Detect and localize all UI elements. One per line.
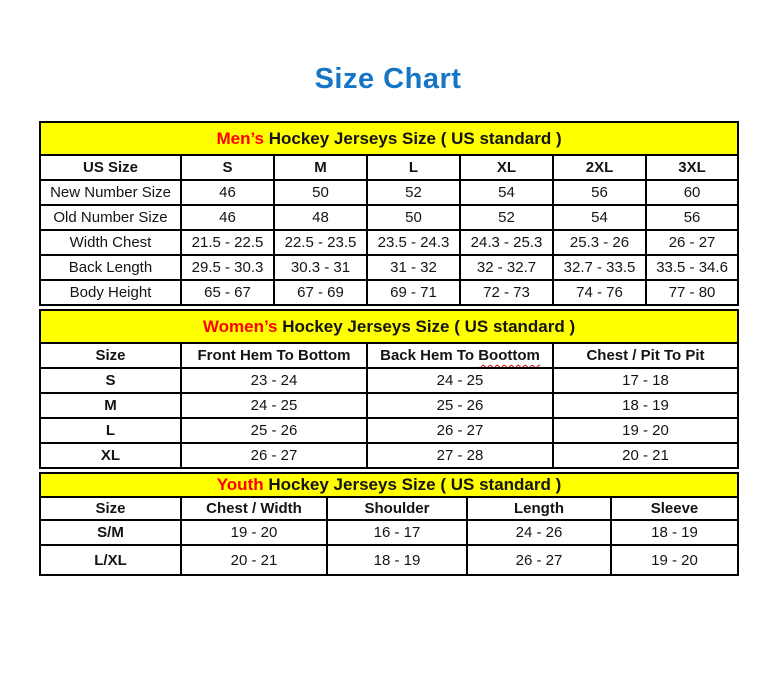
table-cell: 77 - 80 xyxy=(646,280,738,305)
youth-caption-highlight: Youth xyxy=(216,475,264,494)
womens-caption-row xyxy=(40,310,738,343)
mens-row-label: Back Length xyxy=(40,255,181,280)
table-cell: 60 xyxy=(646,180,738,205)
table-cell: 21.5 - 22.5 xyxy=(181,230,274,255)
table-cell: 24 - 26 xyxy=(467,520,611,545)
youth-column-header: Length xyxy=(467,497,611,520)
table-cell: 52 xyxy=(367,180,460,205)
mens-caption-text: Hockey Jerseys Size ( US standard ) xyxy=(264,128,562,148)
table-cell: 25.3 - 26 xyxy=(553,230,646,255)
table-cell: 18 - 19 xyxy=(553,393,738,418)
womens-caption-text: Hockey Jerseys Size ( US standard ) xyxy=(277,316,576,336)
mens-caption-row xyxy=(40,122,738,155)
table-cell: 32.7 - 33.5 xyxy=(553,255,646,280)
youth-caption-row xyxy=(40,473,738,497)
youth-column-header: Size xyxy=(40,497,181,520)
table-cell: 17 - 18 xyxy=(553,368,738,393)
table-cell: 65 - 67 xyxy=(181,280,274,305)
youth-header-row xyxy=(40,497,738,520)
page-title: Size Chart xyxy=(314,63,462,95)
table-cell: 24 - 25 xyxy=(181,393,367,418)
table-cell: 29.5 - 30.3 xyxy=(181,255,274,280)
table-cell: 18 - 19 xyxy=(611,520,738,545)
womens-section-header xyxy=(40,310,738,343)
womens-row-label: M xyxy=(40,393,181,418)
mens-column-header: M xyxy=(274,155,367,180)
youth-column-header: Chest / Width xyxy=(181,497,327,520)
table-cell: 26 - 27 xyxy=(646,230,738,255)
table-cell: 20 - 21 xyxy=(553,443,738,468)
table-cell: 26 - 27 xyxy=(181,443,367,468)
table-cell: 46 xyxy=(181,205,274,230)
table-cell: 27 - 28 xyxy=(367,443,553,468)
mens-row-label: New Number Size xyxy=(40,180,181,205)
table-cell: 46 xyxy=(181,180,274,205)
table-cell: 25 - 26 xyxy=(181,418,367,443)
table-cell: 22.5 - 23.5 xyxy=(274,230,367,255)
table-row xyxy=(40,255,738,280)
table-row xyxy=(40,230,738,255)
table-cell: 52 xyxy=(460,205,553,230)
womens-column-header-back-misspelled: Boottom xyxy=(478,347,540,364)
table-cell: 48 xyxy=(274,205,367,230)
table-cell: 69 - 71 xyxy=(367,280,460,305)
womens-header-row xyxy=(40,343,738,368)
table-row xyxy=(40,180,738,205)
table-row xyxy=(40,280,738,305)
table-row xyxy=(40,368,738,393)
table-row xyxy=(40,520,738,545)
table-cell: 24.3 - 25.3 xyxy=(460,230,553,255)
table-cell: 25 - 26 xyxy=(367,393,553,418)
mens-section-header xyxy=(40,122,738,155)
youth-section-header xyxy=(40,473,738,497)
womens-column-header-back-prefix: Back Hem To xyxy=(380,347,479,364)
table-row xyxy=(40,418,738,443)
table-cell: 56 xyxy=(553,180,646,205)
youth-caption-text: Hockey Jerseys Size ( US standard ) xyxy=(263,475,562,494)
womens-row-label: XL xyxy=(40,443,181,468)
table-cell: 18 - 19 xyxy=(327,545,467,575)
mens-column-header: 3XL xyxy=(646,155,738,180)
table-cell: 24 - 25 xyxy=(367,368,553,393)
table-cell: 54 xyxy=(460,180,553,205)
womens-row-label: L xyxy=(40,418,181,443)
table-cell: 54 xyxy=(553,205,646,230)
table-cell: 32 - 32.7 xyxy=(460,255,553,280)
womens-column-header: Chest / Pit To Pit xyxy=(553,343,738,368)
table-cell: 67 - 69 xyxy=(274,280,367,305)
mens-column-header: 2XL xyxy=(553,155,646,180)
table-cell: 74 - 76 xyxy=(553,280,646,305)
table-cell: 50 xyxy=(274,180,367,205)
womens-column-header: Size xyxy=(40,343,181,368)
table-cell: 19 - 20 xyxy=(553,418,738,443)
youth-row-label: S/M xyxy=(40,520,181,545)
mens-column-header: US Size xyxy=(40,155,181,180)
table-cell: 16 - 17 xyxy=(327,520,467,545)
table-cell: 23.5 - 24.3 xyxy=(367,230,460,255)
mens-column-header: XL xyxy=(460,155,553,180)
youth-row-label: L/XL xyxy=(40,545,181,575)
mens-header-row xyxy=(40,155,738,180)
table-cell: 26 - 27 xyxy=(467,545,611,575)
womens-column-header xyxy=(367,343,553,368)
table-cell: 30.3 - 31 xyxy=(274,255,367,280)
womens-column-header: Front Hem To Bottom xyxy=(181,343,367,368)
table-row xyxy=(40,545,738,575)
youth-column-header: Sleeve xyxy=(611,497,738,520)
mens-size-table xyxy=(39,121,739,306)
mens-row-label: Old Number Size xyxy=(40,205,181,230)
mens-caption-highlight: Men’s xyxy=(216,128,264,148)
table-cell: 20 - 21 xyxy=(181,545,327,575)
table-row xyxy=(40,443,738,468)
womens-size-table xyxy=(39,309,739,469)
table-cell: 23 - 24 xyxy=(181,368,367,393)
table-cell: 72 - 73 xyxy=(460,280,553,305)
mens-row-label: Body Height xyxy=(40,280,181,305)
womens-row-label: S xyxy=(40,368,181,393)
youth-size-table xyxy=(39,472,739,576)
mens-column-header: S xyxy=(181,155,274,180)
mens-row-label: Width Chest xyxy=(40,230,181,255)
table-row xyxy=(40,205,738,230)
table-cell: 50 xyxy=(367,205,460,230)
womens-caption-highlight: Women’s xyxy=(202,316,278,336)
mens-column-header: L xyxy=(367,155,460,180)
table-row xyxy=(40,393,738,418)
youth-column-header: Shoulder xyxy=(327,497,467,520)
table-cell: 26 - 27 xyxy=(367,418,553,443)
table-cell: 56 xyxy=(646,205,738,230)
table-cell: 19 - 20 xyxy=(611,545,738,575)
table-cell: 19 - 20 xyxy=(181,520,327,545)
table-cell: 31 - 32 xyxy=(367,255,460,280)
table-cell: 33.5 - 34.6 xyxy=(646,255,738,280)
